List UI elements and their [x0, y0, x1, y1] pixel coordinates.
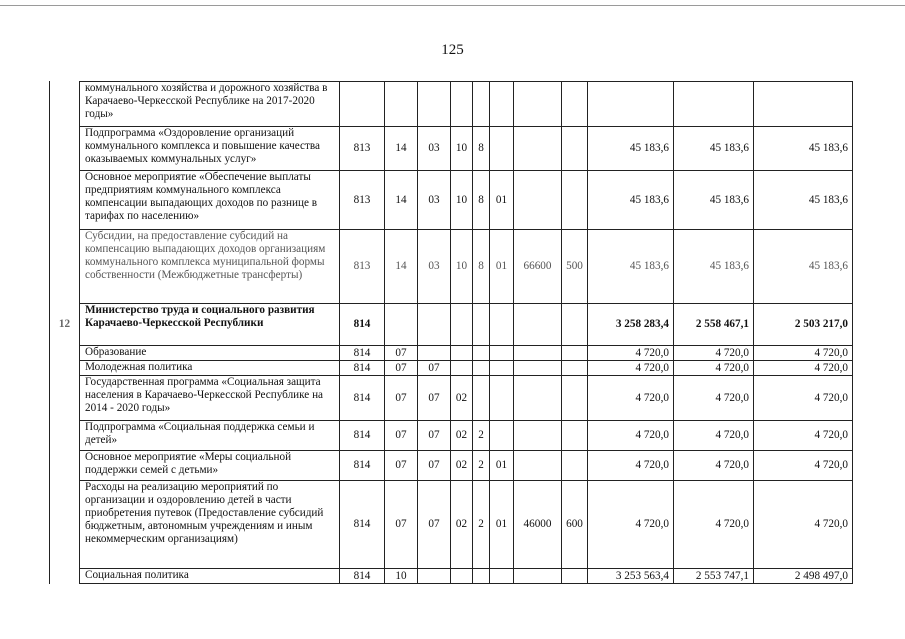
- subsection-code: 03: [418, 127, 451, 171]
- target-code-measure: [490, 376, 514, 421]
- amount-year-2: 4 720,0: [674, 346, 754, 361]
- expense-type-code: [562, 127, 588, 171]
- table-row: [50, 481, 853, 569]
- ministry-code: 814: [340, 569, 385, 584]
- ministry-code: 814: [340, 361, 385, 376]
- section-code: 14: [385, 171, 418, 230]
- table-row: [50, 304, 853, 346]
- amount-year-3: 2 503 217,0: [754, 304, 853, 346]
- amount-year-1: 4 720,0: [588, 361, 674, 376]
- ministry-code: 813: [340, 230, 385, 304]
- target-code-subprogram: 2: [473, 421, 490, 451]
- amount-year-1: 4 720,0: [588, 451, 674, 481]
- ministry-code: [340, 82, 385, 127]
- section-code: 07: [385, 451, 418, 481]
- amount-year-3: 4 720,0: [754, 421, 853, 451]
- subsection-code: [418, 569, 451, 584]
- target-code-measure: [490, 127, 514, 171]
- target-code-program: 10: [451, 171, 473, 230]
- amount-year-2: 2 553 747,1: [674, 569, 754, 584]
- expense-name: Субсидии, на предоставление субсидий на компенсацию выпадающих доходов организациям коммунального комплекса муниципальной формы собственности (Межбюджетные трансферты): [80, 230, 340, 304]
- target-code-direction: [514, 361, 562, 376]
- target-code-direction: [514, 569, 562, 584]
- amount-year-2: [674, 82, 754, 127]
- section-code: [385, 304, 418, 346]
- subsection-code: 07: [418, 376, 451, 421]
- row-index: [50, 421, 80, 451]
- amount-year-2: 45 183,6: [674, 127, 754, 171]
- expense-type-code: [562, 346, 588, 361]
- target-code-subprogram: [473, 82, 490, 127]
- subsection-code: 03: [418, 230, 451, 304]
- target-code-measure: 01: [490, 171, 514, 230]
- expense-name: Социальная политика: [80, 569, 340, 584]
- ministry-code: 814: [340, 421, 385, 451]
- amount-year-2: 4 720,0: [674, 421, 754, 451]
- expense-name: Образование: [80, 346, 340, 361]
- table-row: [50, 361, 853, 376]
- target-code-measure: [490, 421, 514, 451]
- amount-year-1: 45 183,6: [588, 171, 674, 230]
- amount-year-1: 4 720,0: [588, 346, 674, 361]
- target-code-subprogram: [473, 361, 490, 376]
- section-code: 10: [385, 569, 418, 584]
- target-code-measure: 01: [490, 230, 514, 304]
- page-number: 125: [441, 42, 464, 58]
- target-code-program: [451, 304, 473, 346]
- target-code-subprogram: [473, 569, 490, 584]
- table-row: [50, 376, 853, 421]
- target-code-program: [451, 82, 473, 127]
- target-code-subprogram: 2: [473, 451, 490, 481]
- section-code: 07: [385, 361, 418, 376]
- table-row: [50, 421, 853, 451]
- amount-year-1: 4 720,0: [588, 376, 674, 421]
- amount-year-3: [754, 82, 853, 127]
- target-code-direction: [514, 82, 562, 127]
- expense-name: Молодежная политика: [80, 361, 340, 376]
- budget-table: [49, 81, 853, 584]
- table-row: [50, 171, 853, 230]
- target-code-subprogram: 8: [473, 127, 490, 171]
- section-code: 07: [385, 421, 418, 451]
- target-code-measure: [490, 569, 514, 584]
- top-rule: [0, 5, 905, 6]
- ministry-code: 814: [340, 481, 385, 569]
- table-row: [50, 569, 853, 584]
- amount-year-2: 2 558 467,1: [674, 304, 754, 346]
- expense-type-code: [562, 421, 588, 451]
- section-code: [385, 82, 418, 127]
- expense-type-code: [562, 304, 588, 346]
- amount-year-1: 3 253 563,4: [588, 569, 674, 584]
- expense-type-code: 500: [562, 230, 588, 304]
- amount-year-2: 4 720,0: [674, 451, 754, 481]
- target-code-program: [451, 569, 473, 584]
- subsection-code: 07: [418, 481, 451, 569]
- amount-year-3: 4 720,0: [754, 451, 853, 481]
- row-index: [50, 127, 80, 171]
- table-row: [50, 230, 853, 304]
- ministry-code: 814: [340, 346, 385, 361]
- target-code-program: [451, 361, 473, 376]
- row-index: [50, 376, 80, 421]
- target-code-measure: [490, 361, 514, 376]
- amount-year-1: 4 720,0: [588, 421, 674, 451]
- target-code-program: 02: [451, 451, 473, 481]
- target-code-subprogram: [473, 346, 490, 361]
- target-code-direction: [514, 346, 562, 361]
- amount-year-3: 4 720,0: [754, 481, 853, 569]
- target-code-subprogram: 8: [473, 230, 490, 304]
- amount-year-2: 45 183,6: [674, 171, 754, 230]
- row-index: [50, 82, 80, 127]
- target-code-direction: [514, 171, 562, 230]
- table-row: [50, 346, 853, 361]
- subsection-code: 07: [418, 361, 451, 376]
- expense-name: Основное мероприятие «Обеспечение выплаты предприятиям коммунального комплекса компенсации выпадающих доходов по разнице в тарифах по населению»: [80, 171, 340, 230]
- target-code-direction: 66600: [514, 230, 562, 304]
- subsection-code: 03: [418, 171, 451, 230]
- row-index: [50, 361, 80, 376]
- section-code: 07: [385, 481, 418, 569]
- section-code: 14: [385, 230, 418, 304]
- expense-name: коммунального хозяйства и дорожного хозяйства в Карачаево-Черкесской Республике на 2017-2020 годы»: [80, 82, 340, 127]
- row-index: [50, 230, 80, 304]
- amount-year-3: 45 183,6: [754, 230, 853, 304]
- table-row: [50, 451, 853, 481]
- target-code-measure: [490, 346, 514, 361]
- target-code-measure: [490, 304, 514, 346]
- amount-year-3: 45 183,6: [754, 171, 853, 230]
- target-code-direction: [514, 127, 562, 171]
- expense-type-code: [562, 171, 588, 230]
- row-index: [50, 171, 80, 230]
- target-code-program: 10: [451, 127, 473, 171]
- amount-year-1: 45 183,6: [588, 127, 674, 171]
- amount-year-2: 45 183,6: [674, 230, 754, 304]
- amount-year-3: 4 720,0: [754, 361, 853, 376]
- target-code-program: [451, 346, 473, 361]
- amount-year-1: [588, 82, 674, 127]
- subsection-code: [418, 82, 451, 127]
- target-code-subprogram: [473, 304, 490, 346]
- ministry-code: 813: [340, 171, 385, 230]
- amount-year-3: 45 183,6: [754, 127, 853, 171]
- amount-year-2: 4 720,0: [674, 481, 754, 569]
- expense-type-code: [562, 361, 588, 376]
- expense-name: Расходы на реализацию мероприятий по организации и оздоровлению детей в части приобретения путевок (Предоставление субсидий бюджетным, автономным учреждениям и иным некоммерческим организациям): [80, 481, 340, 569]
- subsection-code: [418, 304, 451, 346]
- ministry-code: 814: [340, 376, 385, 421]
- expense-type-code: [562, 569, 588, 584]
- ministry-code: 814: [340, 451, 385, 481]
- target-code-program: 02: [451, 376, 473, 421]
- target-code-subprogram: [473, 376, 490, 421]
- expense-name: Подпрограмма «Оздоровление организаций коммунального комплекса и повышение качества оказываемых коммунальных услуг»: [80, 127, 340, 171]
- section-code: 07: [385, 346, 418, 361]
- target-code-program: 02: [451, 421, 473, 451]
- row-index: 12: [50, 304, 80, 346]
- amount-year-2: 4 720,0: [674, 361, 754, 376]
- section-code: 07: [385, 376, 418, 421]
- target-code-measure: 01: [490, 451, 514, 481]
- expense-name: Государственная программа «Социальная защита населения в Карачаево-Черкесской Республике на 2014 - 2020 годы»: [80, 376, 340, 421]
- subsection-code: 07: [418, 421, 451, 451]
- target-code-direction: 46000: [514, 481, 562, 569]
- section-code: 14: [385, 127, 418, 171]
- expense-name: Министерство труда и социального развития Карачаево-Черкесской Республики: [80, 304, 340, 346]
- row-index: [50, 481, 80, 569]
- target-code-measure: 01: [490, 481, 514, 569]
- target-code-subprogram: 2: [473, 481, 490, 569]
- amount-year-1: 4 720,0: [588, 481, 674, 569]
- expense-type-code: [562, 376, 588, 421]
- subsection-code: 07: [418, 451, 451, 481]
- subsection-code: [418, 346, 451, 361]
- target-code-direction: [514, 421, 562, 451]
- row-index: [50, 451, 80, 481]
- target-code-direction: [514, 304, 562, 346]
- target-code-program: 10: [451, 230, 473, 304]
- amount-year-3: 2 498 497,0: [754, 569, 853, 584]
- amount-year-1: 45 183,6: [588, 230, 674, 304]
- ministry-code: 813: [340, 127, 385, 171]
- target-code-direction: [514, 451, 562, 481]
- amount-year-1: 3 258 283,4: [588, 304, 674, 346]
- expense-type-code: 600: [562, 481, 588, 569]
- ministry-code: 814: [340, 304, 385, 346]
- amount-year-3: 4 720,0: [754, 346, 853, 361]
- target-code-subprogram: 8: [473, 171, 490, 230]
- expense-name: Основное мероприятие «Меры социальной поддержки семей с детьми»: [80, 451, 340, 481]
- table-row: [50, 82, 853, 127]
- amount-year-2: 4 720,0: [674, 376, 754, 421]
- expense-type-code: [562, 451, 588, 481]
- row-index: [50, 569, 80, 584]
- target-code-direction: [514, 376, 562, 421]
- amount-year-3: 4 720,0: [754, 376, 853, 421]
- expense-type-code: [562, 82, 588, 127]
- expense-name: Подпрограмма «Социальная поддержка семьи и детей»: [80, 421, 340, 451]
- target-code-program: 02: [451, 481, 473, 569]
- target-code-measure: [490, 82, 514, 127]
- table-row: [50, 127, 853, 171]
- row-index: [50, 346, 80, 361]
